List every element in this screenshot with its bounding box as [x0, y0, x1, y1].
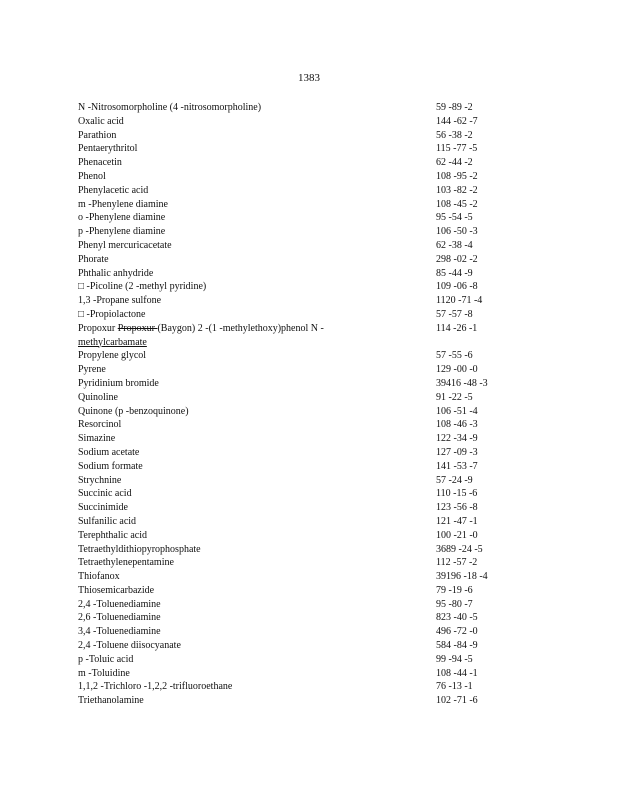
chemical-name: Propylene glycol — [78, 350, 147, 362]
list-item — [78, 267, 538, 281]
list-item — [78, 460, 538, 474]
chemical-name: Succinic acid — [78, 488, 132, 500]
cas-number: 114 -26 -1 — [436, 322, 478, 334]
chemical-name: 2,6 -Toluenediamine — [78, 612, 161, 624]
chemical-name: Pyrene — [78, 364, 106, 376]
cas-number: 100 -21 -0 — [436, 529, 478, 541]
chemical-name: Tetraethyldithiopyrophosphate — [78, 543, 201, 555]
propoxur-text: Propoxur — [78, 322, 118, 334]
cas-number: 95 -80 -7 — [436, 598, 473, 610]
chemical-name: Thiosemicarbazide — [78, 584, 155, 596]
cas-number: 91 -22 -5 — [436, 391, 473, 403]
cas-number: 95 -54 -5 — [436, 212, 473, 224]
cas-number: 109 -06 -8 — [436, 281, 478, 293]
propoxur-synonym: (Baygon) 2 -(1 -methylethoxy)phenol N - — [157, 322, 324, 334]
struck-text: Propoxur — [117, 322, 158, 334]
chemical-name: Tetraethylenepentamine — [78, 557, 174, 569]
chemical-name: Pentaerythritol — [78, 143, 138, 155]
list-item — [78, 570, 538, 584]
chemical-name: o -Phenylene diamine — [78, 212, 166, 224]
cas-number: 108 -44 -1 — [436, 667, 478, 679]
chemical-name: □ -Propiolactone — [78, 308, 146, 320]
chemical-list — [78, 101, 538, 708]
list-item — [78, 363, 538, 377]
cas-number: 62 -38 -4 — [436, 239, 473, 251]
cas-number: 1120 -71 -4 — [436, 295, 483, 307]
cas-number: 141 -53 -7 — [436, 460, 478, 472]
cas-number: 106 -50 -3 — [436, 226, 478, 238]
chemical-name: 2,4 -Toluenediamine — [78, 598, 161, 610]
cas-number: 99 -94 -5 — [436, 653, 473, 665]
cas-number: 57 -57 -8 — [436, 308, 473, 320]
cas-number: 102 -71 -6 — [436, 695, 478, 707]
list-item — [78, 184, 538, 198]
cas-number: 112 -57 -2 — [436, 557, 478, 569]
chemical-name: 1,1,2 -Trichloro -1,2,2 -trifluoroethane — [78, 681, 233, 693]
cas-number: 79 -19 -6 — [436, 584, 473, 596]
list-item — [78, 211, 538, 225]
list-item — [78, 198, 538, 212]
chemical-name: Simazine — [78, 433, 116, 445]
chemical-name: Strychnine — [78, 474, 122, 486]
list-item-propoxur — [78, 322, 538, 350]
list-item — [78, 391, 538, 405]
list-item — [78, 680, 538, 694]
chemical-name: Quinone (p -benzoquinone) — [78, 405, 189, 417]
list-item — [78, 653, 538, 667]
chemical-name: Pyridinium bromide — [78, 377, 159, 389]
cas-number: 85 -44 -9 — [436, 267, 473, 279]
chemical-name: 1,3 -Propane sulfone — [78, 295, 162, 307]
list-item — [78, 418, 538, 432]
cas-number: 108 -95 -2 — [436, 170, 478, 182]
chemical-name: Succinimide — [78, 502, 128, 514]
chemical-name: Phenacetin — [78, 157, 122, 169]
chemical-name: Oxalic acid — [78, 115, 124, 127]
cas-number: 115 -77 -5 — [436, 143, 478, 155]
chemical-name: Phthalic anhydride — [78, 267, 154, 279]
chemical-name: p -Toluic acid — [78, 653, 134, 665]
cas-number: 298 -02 -2 — [436, 253, 478, 265]
cas-number: 57 -24 -9 — [436, 474, 473, 486]
cas-number: 122 -34 -9 — [436, 433, 478, 445]
chemical-name: □ -Picoline (2 -methyl pyridine) — [78, 281, 207, 293]
list-item — [78, 529, 538, 543]
cas-number: 127 -09 -3 — [436, 446, 478, 458]
chemical-name: p -Phenylene diamine — [78, 226, 166, 238]
cas-number: 496 -72 -0 — [436, 626, 478, 638]
chemical-name: Sodium formate — [78, 460, 143, 472]
list-item — [78, 170, 538, 184]
list-item — [78, 667, 538, 681]
list-item — [78, 129, 538, 143]
list-item — [78, 405, 538, 419]
chemical-name: Quinoline — [78, 391, 118, 403]
chemical-name: Terephthalic acid — [78, 529, 147, 541]
cas-number: 123 -56 -8 — [436, 502, 478, 514]
list-item — [78, 598, 538, 612]
chemical-name: m -Phenylene diamine — [78, 198, 168, 210]
list-item — [78, 142, 538, 156]
cas-number: 39416 -48 -3 — [436, 377, 488, 389]
list-item — [78, 515, 538, 529]
cas-number: 39196 -18 -4 — [436, 571, 488, 583]
list-item — [78, 487, 538, 501]
list-item — [78, 294, 538, 308]
list-item — [78, 501, 538, 515]
chemical-name: Phenylacetic acid — [78, 184, 149, 196]
list-item — [78, 156, 538, 170]
chemical-name: Sulfanilic acid — [78, 515, 137, 527]
chemical-name: Phenol — [78, 170, 106, 182]
list-item — [78, 556, 538, 570]
page-number: 1383 — [298, 72, 320, 84]
cas-number: 121 -47 -1 — [436, 515, 478, 527]
list-item — [78, 474, 538, 488]
list-item — [78, 584, 538, 598]
chemical-name: Triethanolamine — [78, 695, 144, 707]
list-item — [78, 446, 538, 460]
list-item — [78, 694, 538, 708]
underlined-text: methylcarbamate — [78, 336, 147, 348]
chemical-name: m -Toluidine — [78, 667, 130, 679]
chemical-name: N -Nitrosomorpholine (4 -nitrosomorpholine) — [78, 102, 262, 113]
cas-number: 3689 -24 -5 — [436, 543, 483, 555]
list-item — [78, 377, 538, 391]
cas-number: 59 -89 -2 — [436, 102, 473, 113]
chemical-name — [78, 322, 378, 350]
cas-number: 106 -51 -4 — [436, 405, 478, 417]
list-item — [78, 639, 538, 653]
chemical-name: Resorcinol — [78, 419, 122, 431]
chemical-name: Sodium acetate — [78, 446, 140, 458]
cas-number: 62 -44 -2 — [436, 157, 473, 169]
cas-number: 108 -45 -2 — [436, 198, 478, 210]
list-item — [78, 253, 538, 267]
cas-number: 144 -62 -7 — [436, 115, 478, 127]
list-item — [78, 349, 538, 363]
cas-number: 108 -46 -3 — [436, 419, 478, 431]
cas-number: 129 -00 -0 — [436, 364, 478, 376]
chemical-name: Parathion — [78, 129, 117, 141]
list-item — [78, 625, 538, 639]
chemical-name: 2,4 -Toluene diisocyanate — [78, 640, 181, 652]
list-item — [78, 543, 538, 557]
list-item — [78, 239, 538, 253]
list-item — [78, 280, 538, 294]
list-item — [78, 611, 538, 625]
list-item — [78, 101, 538, 115]
list-item — [78, 225, 538, 239]
cas-number: 56 -38 -2 — [436, 129, 473, 141]
cas-number: 57 -55 -6 — [436, 350, 473, 362]
cas-number: 76 -13 -1 — [436, 681, 473, 693]
cas-number: 103 -82 -2 — [436, 184, 478, 196]
cas-number: 823 -40 -5 — [436, 612, 478, 624]
chemical-name: Thiofanox — [78, 571, 120, 583]
cas-number: 584 -84 -9 — [436, 640, 478, 652]
list-item — [78, 432, 538, 446]
chemical-name: Phorate — [78, 253, 109, 265]
list-item — [78, 115, 538, 129]
list-item — [78, 308, 538, 322]
cas-number: 110 -15 -6 — [436, 488, 478, 500]
chemical-name: 3,4 -Toluenediamine — [78, 626, 161, 638]
chemical-name: Phenyl mercuricacetate — [78, 239, 172, 251]
